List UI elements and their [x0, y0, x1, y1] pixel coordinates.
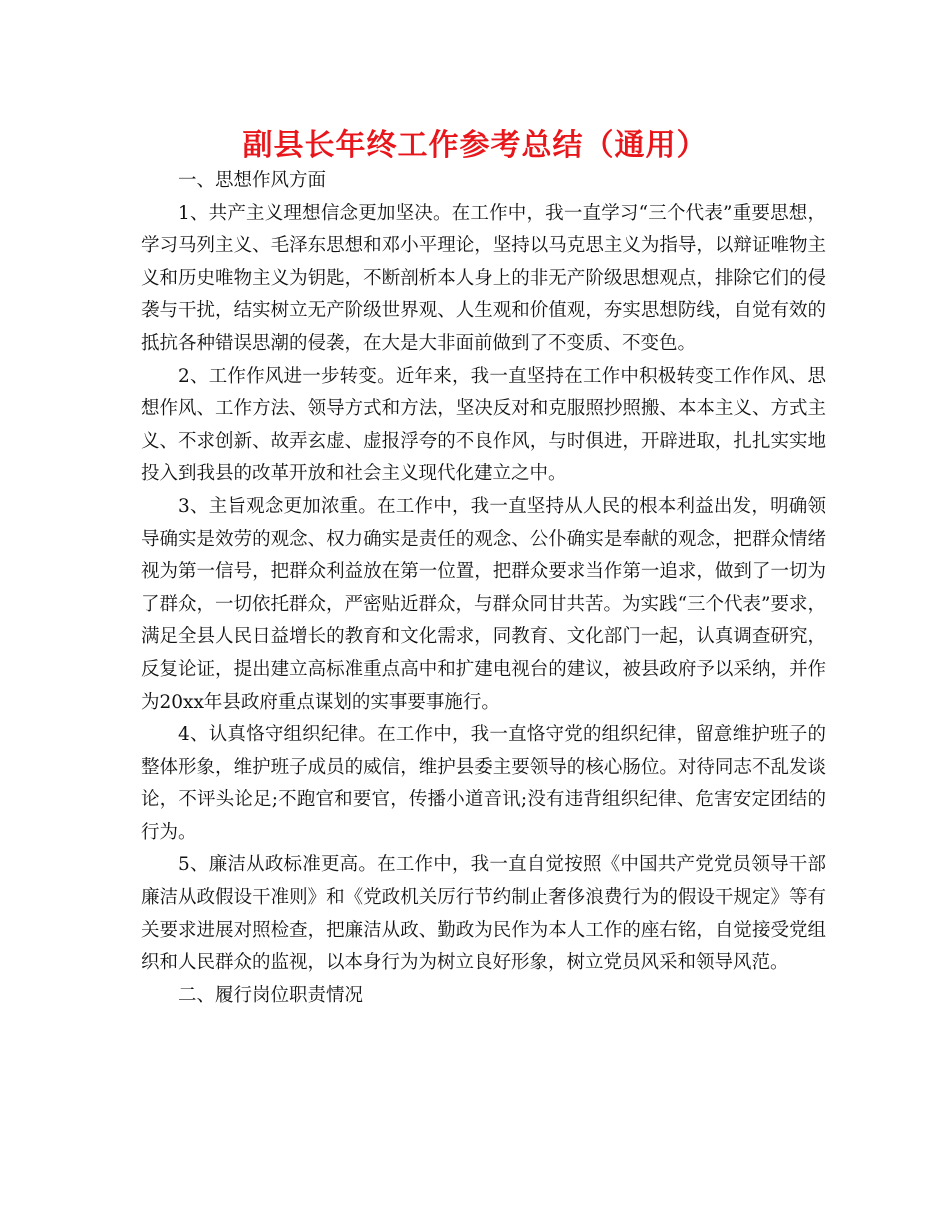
section-heading-2: 二、履行岗位职责情况: [178, 984, 364, 1006]
paragraph-1: 1、共产主义理想信念更加坚决。在工作中，我一直学习“三个代表”重要思想，学习马列主义、毛泽东思想和邓小平理论，坚持以马克思主义为指导，以辩证唯物主义和历史唯物主义为钥匙，不断剖析本人身上的非无产阶级思想观点，排除它们的侵袭与干扰，结实树立无产阶级世界观、人生观和价值观，夯实思想防线，自觉有效的抵抗各种错误思潮的侵袭，在大是大非面前做到了不变质、不变色。: [141, 202, 826, 354]
document-body: [141, 165, 826, 1012]
paragraph-2: 2、工作作风进一步转变。近年来，我一直坚持在工作中积极转变工作作风、思想作风、工作方法、领导方式和方法，坚决反对和克服照抄照搬、本本主义、方式主义、不求创新、故弄玄虚、虚报浮夸的不良作风，与时俱进，开辟进取，扎扎实实地投入到我县的改革开放和社会主义现代化建立之中。: [141, 365, 826, 485]
paragraph-5: 5、廉洁从政标准更高。在工作中，我一直自觉按照《中国共产党党员领导干部廉洁从政假设干准则》和《党政机关厉行节约制止奢侈浪费行为的假设干规定》等有关要求进展对照检查，把廉洁从政、勤政为民作为本人工作的座右铭，自觉接受党组织和人民群众的监视，以本身行为为树立良好形象，树立党员风采和领导风范。: [141, 854, 826, 974]
section-heading-1: 一、思想作风方面: [178, 170, 327, 191]
document-title: 副县长年终工作参考总结（通用）: [242, 128, 708, 163]
paragraph-3: 3、主旨观念更加浓重。在工作中，我一直坚持从人民的根本利益出发，明确领导确实是效劳的观念、权力确实是责任的观念、公仆确实是奉献的观念，把群众情绪视为第一信号，把群众利益放在第一位置，把群众要求当作第一追求，做到了一切为了群众，一切依托群众，严密贴近群众，与群众同甘共苦。为实践“三个代表”要求，满足全县人民日益增长的教育和文化需求，同教育、文化部门一起，认真调查研究，反复论证，提出建立高标准重点高中和扩建电视台的建议，被县政府予以采纳，并作为20xx年县政府重点谋划的实事要事施行。: [141, 495, 826, 713]
paragraph-4: 4、认真恪守组织纪律。在工作中，我一直恪守党的组织纪律，留意维护班子的整体形象，维护班子成员的威信，维护县委主要领导的核心肠位。对待同志不乱发谈论，不评头论足;不跑官和要官，传播小道音讯;没有违背组织纪律、危害安定团结的行为。: [141, 724, 826, 843]
